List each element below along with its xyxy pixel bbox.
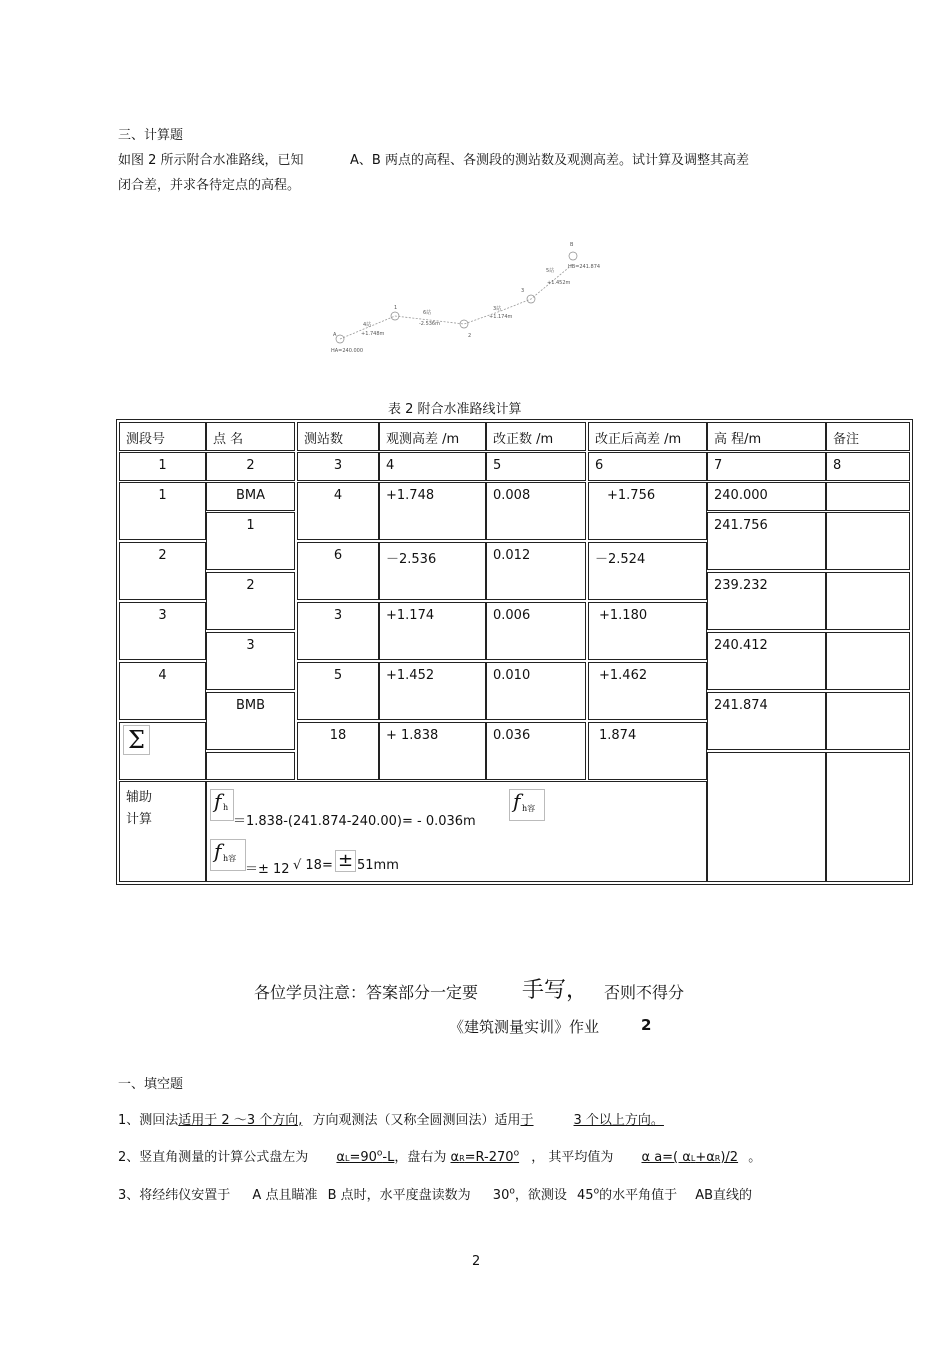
fallow-symbol-top: f	[513, 789, 521, 813]
aux-label-line1: 辅助	[126, 790, 153, 805]
table-caption: 表 2 附合水准路线计算	[388, 402, 522, 417]
sum-cell	[119, 722, 206, 780]
section-heading-fill: 一、填空题	[118, 1077, 184, 1092]
label-p2: 2	[468, 333, 472, 339]
colnum-6: 6	[588, 452, 707, 481]
label-a: A	[333, 332, 337, 338]
notice-part3: 否则不得分	[604, 983, 685, 1002]
observed-sum: + 1.838	[379, 722, 486, 780]
label-h3: +1.174m	[489, 314, 513, 320]
q2-d-sub: R	[459, 1154, 465, 1163]
fallow-symbol: f	[214, 839, 222, 863]
label-p3: 3	[521, 288, 525, 294]
fallow-sub-top: h容	[522, 804, 536, 813]
q3-deg1: o	[509, 1186, 515, 1197]
elevation-empty	[707, 752, 826, 882]
segment-no-1: 1	[119, 482, 206, 540]
q2-a: 2、竖直角测量的计算公式盘左为	[118, 1150, 309, 1165]
q2-d: α	[450, 1150, 460, 1165]
q2-answer-right	[451, 1150, 520, 1165]
label-hb: HB=241.874	[568, 264, 601, 270]
q3-a: 3、将经纬仪安置于	[118, 1188, 231, 1203]
corrected-sum: 1.874	[588, 722, 707, 780]
q1-line	[118, 1109, 664, 1128]
label-ha: HA=240.000	[331, 348, 364, 354]
header-corrected-diff: 改正后高差 /m	[588, 422, 707, 451]
observed-4: +1.452	[379, 662, 486, 720]
colnum-2: 2	[206, 452, 295, 481]
fh-formula-icon	[210, 789, 234, 821]
q2-b: α	[336, 1150, 345, 1165]
level-route-table	[116, 419, 913, 885]
fh-allow-formula-icon-top	[509, 789, 545, 821]
corrected-4: +1.462	[588, 662, 707, 720]
problem-text-line1b: A、B 两点的高程、各测段的测站数及观测高差。试计算及调整其高差	[350, 153, 749, 168]
point-name-2: 2	[206, 572, 295, 630]
header-segment-no: 测段号	[119, 422, 206, 451]
elevation-bma: 240.000	[707, 482, 826, 511]
remark-1	[826, 512, 910, 570]
colnum-4: 4	[379, 452, 486, 481]
q2-e: ， 其平均值为	[531, 1150, 614, 1165]
notice-part1: 各位学员注意：答案部分一定要	[254, 983, 479, 1002]
header-correction: 改正数 /m	[486, 422, 586, 451]
stations-3: 3	[297, 602, 379, 660]
q2-f-sub2: R	[714, 1154, 721, 1163]
q3-f: 45	[577, 1188, 594, 1203]
q3-deg2: o	[593, 1186, 600, 1197]
point-name-3: 3	[206, 632, 295, 690]
elevation-bmb: 241.874	[707, 692, 826, 750]
q1-c: 方向观测法（又称全圆测回法）适用	[312, 1113, 521, 1128]
header-point-name: 点 名	[206, 422, 295, 451]
observed-1: +1.748	[379, 482, 486, 540]
correction-1: 0.008	[486, 482, 586, 540]
q2-line	[118, 1146, 761, 1165]
remark-bmb	[826, 692, 910, 750]
q2-d2: =R-270	[464, 1150, 514, 1165]
q3-h: AB直线的	[695, 1188, 753, 1203]
elevation-1: 241.756	[707, 512, 826, 570]
fh-expression: ＝1.838-(241.874-240.00)= - 0.036m	[233, 814, 476, 829]
q2-c: ，盘右为	[394, 1150, 447, 1165]
q2-answer-left	[336, 1150, 394, 1165]
aux-label-line2: 计算	[126, 812, 153, 827]
problem-text-line2: 闭合差，并求各待定点的高程。	[118, 178, 301, 193]
point-name-bma: BMA	[206, 482, 295, 511]
problem-text-line1a: 如图 2 所示附合水准路线，已知	[118, 153, 304, 168]
aux-label-cell	[119, 781, 206, 882]
segment-no-2: 2	[119, 542, 206, 600]
elevation-2: 239.232	[707, 572, 826, 630]
plus-minus-icon: ±	[335, 850, 356, 872]
q3-b: A 点且瞄准	[252, 1188, 318, 1203]
elevation-3: 240.412	[707, 632, 826, 690]
colnum-8: 8	[826, 452, 910, 481]
colnum-7: 7	[707, 452, 826, 481]
correction-3: 0.006	[486, 602, 586, 660]
q3-line	[118, 1184, 752, 1203]
point-name-bmb: BMB	[206, 692, 295, 750]
q2-f-sub1: L	[690, 1154, 696, 1163]
label-h1: +1.748m	[361, 331, 385, 337]
correction-4: 0.010	[486, 662, 586, 720]
corrected-2: －2.524	[588, 542, 707, 600]
q2-b2: =90	[349, 1150, 377, 1165]
stations-2: 6	[297, 542, 379, 600]
colnum-3: 3	[297, 452, 379, 481]
fallow-expression-c: 51mm	[357, 858, 399, 873]
header-stations: 测站数	[297, 422, 379, 451]
q2-b3: -L	[382, 1150, 395, 1165]
corrected-1: +1.756	[588, 482, 707, 540]
fallow-expression-b: √ 18=	[293, 858, 333, 873]
notice-part2: 手写，	[522, 978, 589, 1003]
observed-2: －2.536	[379, 542, 486, 600]
label-n3: 3站	[493, 306, 502, 312]
route-line	[340, 264, 573, 339]
aux-calc-cell	[206, 781, 707, 882]
page-number: 2	[472, 1254, 481, 1269]
q1-d: 于	[520, 1113, 534, 1128]
section-heading-calc: 三、计算题	[118, 128, 184, 143]
segment-no-4: 4	[119, 662, 206, 720]
label-n4: 5站	[546, 268, 555, 274]
label-h2: -2.536m	[419, 321, 440, 327]
corrected-3: +1.180	[588, 602, 707, 660]
colnum-5: 5	[486, 452, 586, 481]
q3-d: 30	[492, 1188, 510, 1203]
q2-g: 。	[748, 1150, 762, 1165]
q1-a: 1、测回法	[118, 1113, 179, 1128]
point-name-1: 1	[206, 512, 295, 570]
stations-sum: 18	[297, 722, 379, 780]
fallow-sub: h容	[223, 854, 237, 863]
fh-sub: h	[223, 803, 229, 812]
q2-deg1: o	[376, 1148, 383, 1159]
header-elevation: 高 程/m	[707, 422, 826, 451]
fh-allow-formula-icon	[210, 839, 246, 871]
point-b-marker	[569, 252, 577, 260]
observed-3: +1.174	[379, 602, 486, 660]
fallow-expression-a: ＝± 12	[245, 862, 290, 877]
label-p1: 1	[394, 305, 398, 311]
point-name-empty	[206, 752, 295, 780]
q3-g: 的水平角值于	[599, 1188, 678, 1203]
q1-e: 3 个以上方向。	[573, 1113, 664, 1128]
label-n2: 6站	[423, 310, 432, 316]
q3-c: B 点时，水平度盘读数为	[327, 1188, 471, 1203]
fh-symbol: f	[214, 789, 222, 813]
sum-symbol-icon: Σ	[123, 725, 150, 755]
stations-4: 5	[297, 662, 379, 720]
assignment-number: 2	[641, 1016, 652, 1034]
q1-b: 适用于 2 ～3 个方向,	[178, 1113, 303, 1128]
label-h4: +1.452m	[547, 280, 571, 286]
correction-2: 0.012	[486, 542, 586, 600]
header-remark: 备注	[826, 422, 910, 451]
header-observed-diff: 观测高差 /m	[379, 422, 486, 451]
assignment-title: 《建筑测量实训》作业	[449, 1018, 600, 1036]
q2-answer-avg	[642, 1150, 739, 1165]
label-n1: 4站	[363, 322, 372, 328]
segment-no-3: 3	[119, 602, 206, 660]
q3-e: ，欲测设	[514, 1188, 567, 1203]
q2-f: α a=( α	[641, 1150, 691, 1165]
correction-sum: 0.036	[486, 722, 586, 780]
q2-b-sub: L	[345, 1154, 350, 1163]
remark-3	[826, 632, 910, 690]
remark-2	[826, 572, 910, 630]
stations-1: 4	[297, 482, 379, 540]
q2-deg2: o	[513, 1148, 520, 1159]
q2-f2: +α	[695, 1150, 715, 1165]
remark-bma	[826, 482, 910, 511]
colnum-1: 1	[119, 452, 206, 481]
q2-f3: )/2	[720, 1150, 739, 1165]
label-b: B	[570, 242, 574, 248]
remark-empty	[826, 752, 910, 882]
level-route-figure	[325, 232, 615, 362]
